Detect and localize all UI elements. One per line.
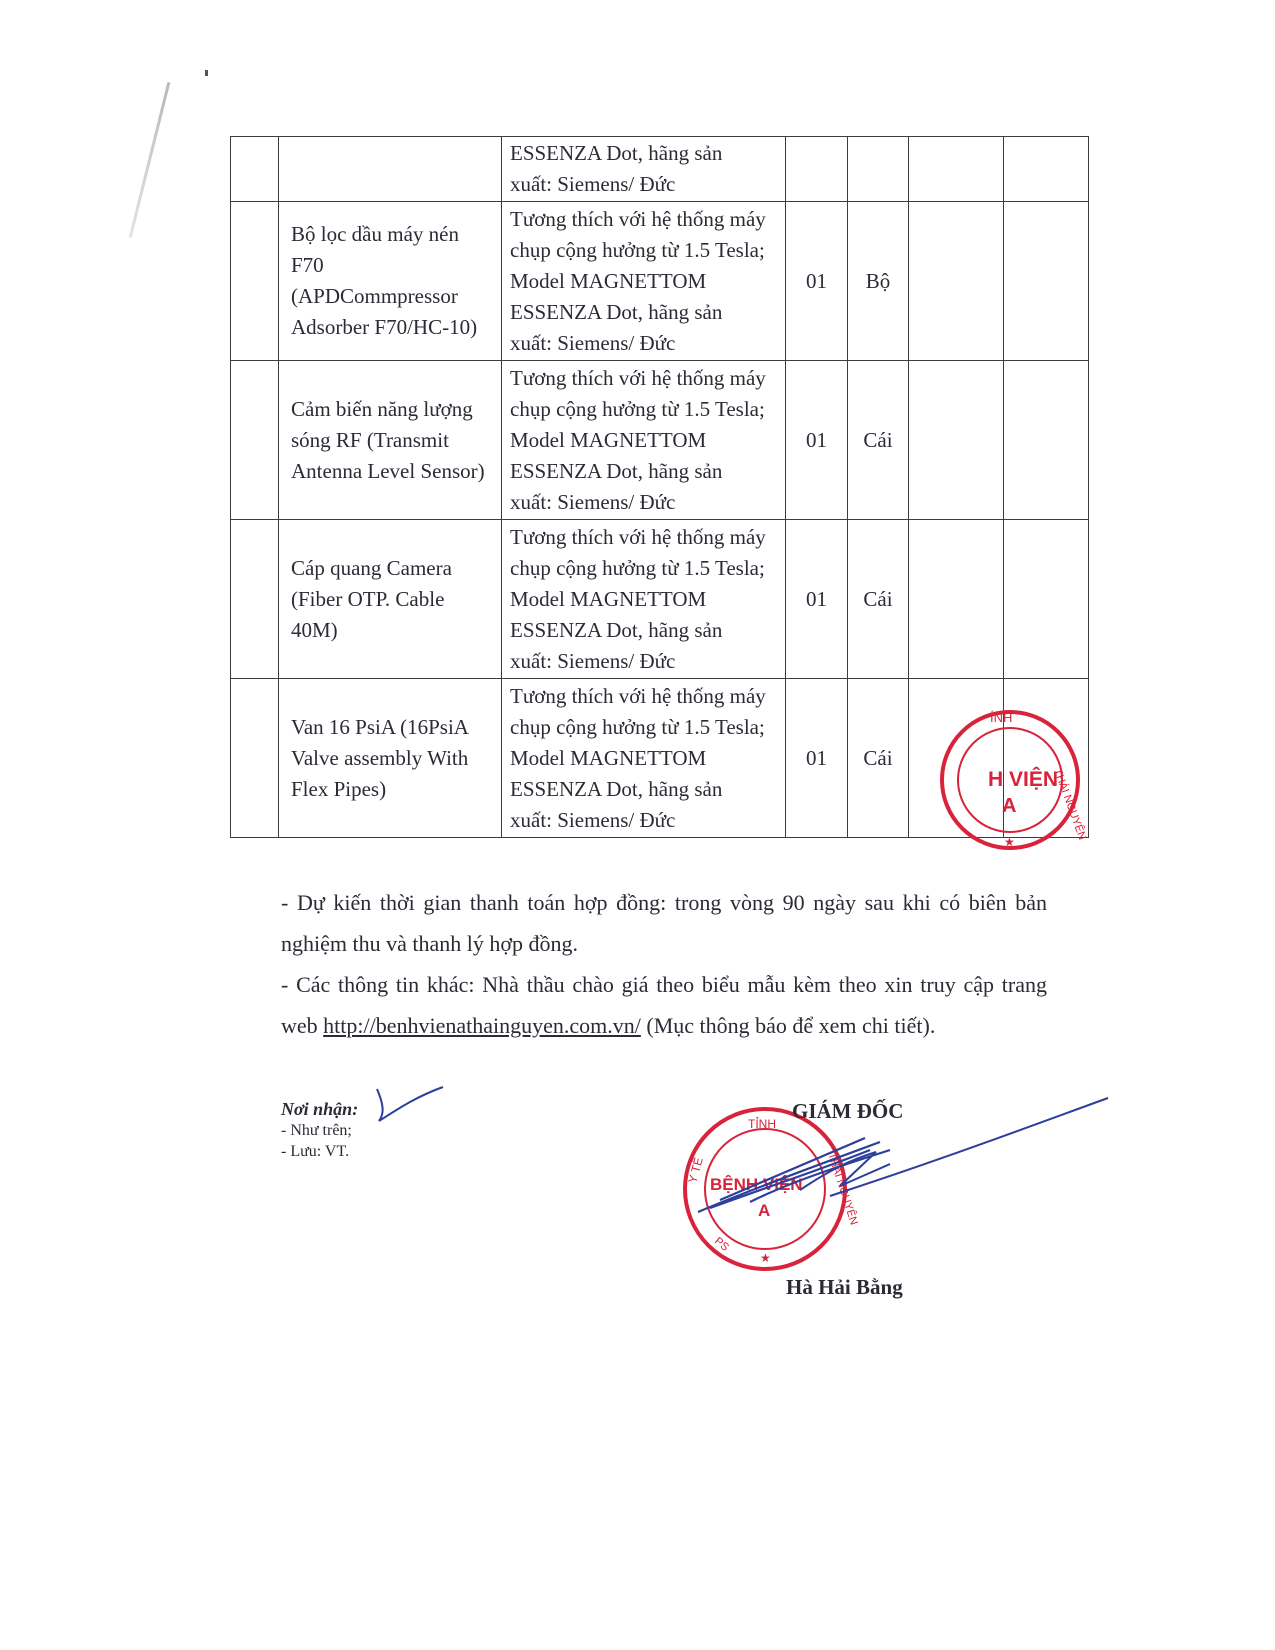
desc-line: chụp cộng hưởng từ 1.5 Tesla;	[510, 714, 765, 739]
partial-stamp	[990, 700, 1100, 860]
qty-cell: 01	[786, 679, 848, 838]
index-cell	[231, 202, 279, 361]
empty-cell	[909, 137, 1004, 202]
item-desc-cell	[502, 679, 786, 838]
item-name-cell: Cáp quang Camera (Fiber OTP. Cable 40M)	[279, 520, 502, 679]
desc-line: xuất: Siemens/ Đức	[510, 648, 676, 673]
payment-note: - Dự kiến thời gian thanh toán hợp đồng: trong vòng 90 ngày sau khi có biên bản nghiệm thu và thanh lý hợp đồng.	[281, 890, 1047, 956]
stamp-text: TỈNH	[748, 1117, 776, 1131]
stamp-text: PS	[712, 1235, 732, 1254]
unit-cell: Bộ	[848, 202, 909, 361]
table-row	[231, 137, 1089, 202]
scan-edge-mark	[129, 82, 171, 238]
scan-dot	[205, 70, 208, 76]
qty-cell: 01	[786, 520, 848, 679]
table-row	[231, 202, 1089, 361]
index-cell	[231, 137, 279, 202]
table-row	[231, 520, 1089, 679]
empty-cell	[1004, 361, 1089, 520]
desc-line: Model MAGNETTOM	[510, 745, 707, 770]
qty-cell: 01	[786, 202, 848, 361]
desc-line: Model MAGNETTOM	[510, 268, 707, 293]
desc-line: Model MAGNETTOM	[510, 427, 707, 452]
unit-cell: Cái	[848, 679, 909, 838]
empty-cell	[1004, 520, 1089, 679]
item-desc-cell	[502, 520, 786, 679]
svg-text:★: ★	[1004, 835, 1015, 849]
recipient-item: - Lưu: VT.	[281, 1143, 350, 1160]
stamp-text: THÁI NGUYÊN	[1051, 766, 1089, 842]
qty-cell: 01	[786, 361, 848, 520]
stamp-text: THÁI NGUYÊN	[825, 1151, 860, 1227]
unit-cell	[848, 137, 909, 202]
recipient-item: - Như trên;	[281, 1122, 352, 1139]
stamp-text: A	[1002, 795, 1017, 817]
index-cell	[231, 520, 279, 679]
desc-line: Model MAGNETTOM	[510, 586, 707, 611]
table-row	[231, 679, 1089, 838]
item-desc-cell	[502, 137, 786, 202]
desc-line: ESSENZA Dot, hãng sản	[510, 776, 723, 801]
stamp-text: ÍNH	[990, 710, 1013, 725]
signer-name: Hà Hải Bằng	[786, 1275, 903, 1299]
index-cell	[231, 679, 279, 838]
stamp-text: A	[758, 1201, 771, 1220]
item-name-cell	[279, 137, 502, 202]
table-row	[231, 361, 1089, 520]
desc-line-spread: ESSENZA Dot, hãng sản	[510, 141, 723, 165]
recipients-title: Nơi nhận:	[281, 1099, 359, 1119]
item-desc-cell	[502, 361, 786, 520]
qty-cell	[786, 137, 848, 202]
initial-mark	[375, 1085, 445, 1125]
unit-cell: Cái	[848, 361, 909, 520]
empty-cell	[909, 520, 1004, 679]
desc-line: xuất: Siemens/ Đức	[510, 489, 676, 514]
stamp-text: H VIỆN	[988, 768, 1059, 791]
signer-title: GIÁM ĐỐC	[792, 1099, 904, 1123]
item-name-cell: Van 16 PsiA (16PsiA Valve assembly With Flex Pipes)	[279, 679, 502, 838]
unit-cell: Cái	[848, 520, 909, 679]
signature	[690, 1090, 1110, 1230]
empty-cell	[909, 361, 1004, 520]
index-cell	[231, 361, 279, 520]
empty-cell	[909, 202, 1004, 361]
stamp-text: BỆNH VIỆN	[710, 1175, 803, 1194]
desc-line: chụp cộng hưởng từ 1.5 Tesla;	[510, 396, 765, 421]
svg-text:★: ★	[760, 1251, 771, 1265]
stamp-text: Y TẾ	[685, 1155, 706, 1185]
desc-line: chụp cộng hưởng từ 1.5 Tesla;	[510, 237, 765, 262]
website-link[interactable]: http://benhvienathainguyen.com.vn/	[323, 1013, 641, 1038]
desc-line: chụp cộng hưởng từ 1.5 Tesla;	[510, 555, 765, 580]
desc-line: Tương thích với hệ thống máy	[510, 206, 766, 231]
item-name-cell: Bộ lọc dầu máy nén F70 (APDCommpressor Adsorber F70/HC-10)	[279, 202, 502, 361]
desc-line: Tương thích với hệ thống máy	[510, 524, 766, 549]
notes-section	[281, 882, 1047, 1046]
desc-line: Tương thích với hệ thống máy	[510, 365, 766, 390]
empty-cell	[1004, 137, 1089, 202]
desc-line: xuất: Siemens/ Đức	[510, 807, 676, 832]
desc-line: ESSENZA Dot, hãng sản	[510, 458, 723, 483]
desc-line: xuất: Siemens/ Đức	[510, 330, 676, 355]
desc-line: xuất: Siemens/ Đức	[510, 172, 676, 196]
other-info-note: - Các thông tin khác: Nhà thầu chào giá theo biểu mẫu kèm theo xin truy cập trang web http://benhvienathainguyen.com.vn/ (Mục thông báo để xem chi tiết).	[281, 972, 1047, 1038]
recipients-block	[281, 1099, 358, 1162]
desc-line: ESSENZA Dot, hãng sản	[510, 617, 723, 642]
item-desc-cell	[502, 202, 786, 361]
item-name-cell: Cảm biến năng lượng sóng RF (Transmit Antenna Level Sensor)	[279, 361, 502, 520]
desc-line: ESSENZA Dot, hãng sản	[510, 299, 723, 324]
desc-line: Tương thích với hệ thống máy	[510, 683, 766, 708]
empty-cell	[1004, 202, 1089, 361]
